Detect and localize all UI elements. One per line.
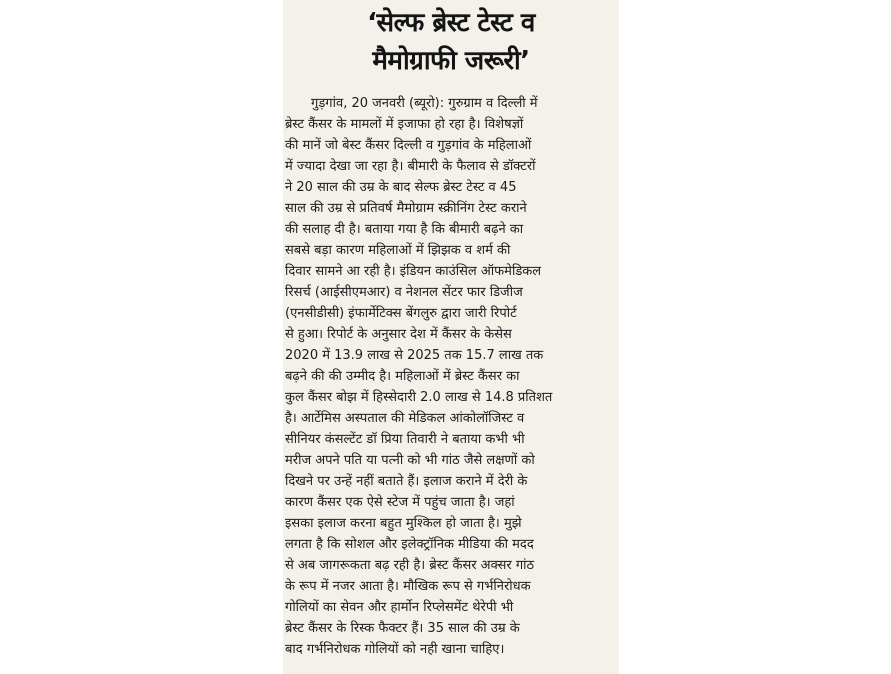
article-line: में ज्यादा देखा जा रहा है। बीमारी के फैलाव से डॉक्टरों [285,159,536,174]
article-line: की सलाह दी है। बताया गया है कि बीमारी बढ़ने का [285,222,524,237]
article-line: रिसर्च (आईसीएमआर) व नेशनल सेंटर फार डिजीज [285,285,523,300]
headline-line-1: ‘सेल्फ ब्रेस्ट टेस्ट व [367,8,535,38]
article-line: से अब जागरूकता बढ़ रही है। ब्रेस्ट कैंसर अक्सर गांठ [285,558,535,573]
article-line: ब्रेस्ट कैंसर के मामलों में इजाफा हो रहा है। विशेषज्ञों [285,117,524,132]
article-line: ने 20 साल की उम्र के बाद सेल्फ ब्रेस्ट टेस्ट व 45 [285,180,517,195]
article-line: है। आर्टेमिस अस्पताल की मेडिकल आंकोलॉजिस्ट व [285,411,525,426]
article-line: गोलियों का सेवन और हार्मोन रिप्लेसमेंट थेरेपी भी [285,600,514,615]
article-line: दिखने पर उन्हें नहीं बताते हैं। इलाज कराने में देरी के [285,474,528,489]
article-line: से हुआ। रिपोर्ट के अनुसार देश में कैंसर के केसेस [285,327,512,342]
article-line: इसका इलाज करना बहुत मुश्किल हो जाता है। मुझे [285,516,522,531]
article-line: के रूप में नजर आता है। मौखिक रूप से गर्भनिरोधक [285,579,531,594]
article-line: की मानें जो बेस्ट कैंसर दिल्ली व गुड़गांव के महिलाओं [285,138,532,153]
headline [283,4,619,80]
article-line: 2020 में 13.9 लाख से 2025 तक 15.7 लाख तक [285,348,544,363]
article-line: लगता है कि सोशल और इलेक्ट्रॉनिक मीडिया की मदद [285,537,534,552]
article-line: ब्रेस्ट कैंसर के रिस्क फैक्टर हैं। 35 साल की उम्र के [285,621,520,636]
article-line: (एनसीडीसी) इंफार्मेटिक्स बेंगलुरु द्वारा जारी रिपोर्ट [285,306,517,321]
article-body [285,93,615,660]
headline-line-2: मैमोग्राफी जरूरी’ [372,46,530,76]
article-line: कारण कैंसर एक ऐसे स्टेज में पहुंच जाता है। जहां [285,495,515,510]
article-line: दिवार सामने आ रही है। इंडियन काउंसिल ऑफमेडिकल [285,264,542,279]
newspaper-clipping [283,0,619,674]
article-line: मरीज अपने पति या पत्नी को भी गांठ जैसे लक्षणों को [285,453,535,468]
article-line: बढ़ने की की उम्मीद है। महिलाओं में ब्रेस्ट कैंसर का [285,369,520,384]
article-line: गुड़गांव, 20 जनवरी (ब्यूरो): गुरुग्राम व दिल्ली में [311,96,538,111]
article-line: सबसे बड़ा कारण महिलाओं में झिझक व शर्म की [285,243,511,258]
article-line: बाद गर्भनिरोधक गोलियों को नही खाना चाहिए। [285,642,505,657]
article-line: कुल कैंसर बोझ में हिस्सेदारी 2.0 लाख से 14.8 प्रतिशत [285,390,553,405]
article-line: साल की उम्र से प्रतिवर्ष मैमोग्राम स्क्रीनिंग टेस्ट कराने [285,201,527,216]
article-line: सीनियर कंसल्टेंट डॉ प्रिया तिवारी ने बताया कभी भी [285,432,525,447]
